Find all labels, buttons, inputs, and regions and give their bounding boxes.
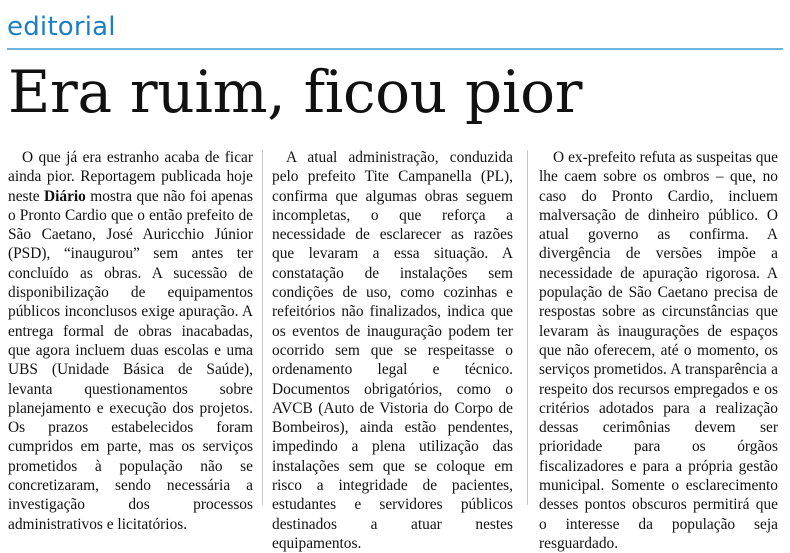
- article-column-3: [539, 148, 778, 553]
- paragraph-3: O ex-prefeito refuta as suspeitas que lhe caem sobre os ombros – que, no caso do Pronto Cardio, incluem malversação de dinheiro público. O atual governo as confirma. A divergência de versões impõe a necessidade de apuração rigorosa. A população de São Caetano precisa de respostas sobre as circunstâncias que levaram às inaugurações de espaços que não oferecem, até o momento, os serviços prometidos. A transparência a respeito dos recursos empregados e os critérios adotados para a realização dessas cerimônias devem ser prioridade para os órgãos fiscalizadores e para a própria gestão municipal. Somente o esclarecimento desses pontos obscuros permitirá que o interesse da população seja resguardado.: [539, 149, 778, 552]
- column-divider: [527, 150, 528, 505]
- section-header: [7, 0, 783, 50]
- paragraph-1: [8, 148, 253, 534]
- article-column-2: [272, 148, 513, 553]
- article-column-1: [8, 148, 253, 534]
- section-label: editorial: [7, 12, 116, 42]
- paragraph-2: A atual administração, conduzida pelo prefeito Tite Campanella (PL), confirma que algumas obras seguem incompletas, o que reforça a necessidade de esclarecer as razões que levaram a essa situação. A constatação de instalações sem condições de uso, como cozinhas e refeitórios não finalizados, indica que os eventos de inauguração podem ter ocorrido sem que se respeitasse o ordenamento legal e técnico. Documentos obrigatórios, como o AVCB (Auto de Vistoria do Corpo de Bombeiros), ainda estão pendentes, impedindo a plena utilização das instalações sem que se coloque em risco a integridade de pacientes, estudantes e servidores públicos destinados a atuar nestes equipamentos.: [272, 149, 513, 552]
- paragraph-1-rest: mostra que não foi apenas o Pronto Cardio que o então prefeito de São Caetano, José Auricchio Júnior (PSD), “inaugurou” sem antes ter concluído as obras. A sucessão de disponibilização de equipamentos públicos inconclusos exige apuração. A entrega formal de obras inacabadas, que agora incluem duas escolas e uma UBS (Unidade Básica de Saúde), levanta questionamentos sobre planejamento e execução dos projetos. Os prazos estabelecidos foram cumpridos em parte, mas os serviços prometidos à população não se concretizaram, sendo necessária a investigação dos processos administrativos e licitatórios.: [8, 187, 253, 533]
- paragraph-1-lead: O que já era estranho acaba de ficar ainda pior. Reportagem publicada hoje neste: [8, 149, 253, 205]
- newspaper-name: Diário: [43, 187, 86, 205]
- headline: Era ruim, ficou pior: [8, 58, 583, 126]
- column-divider: [262, 150, 263, 505]
